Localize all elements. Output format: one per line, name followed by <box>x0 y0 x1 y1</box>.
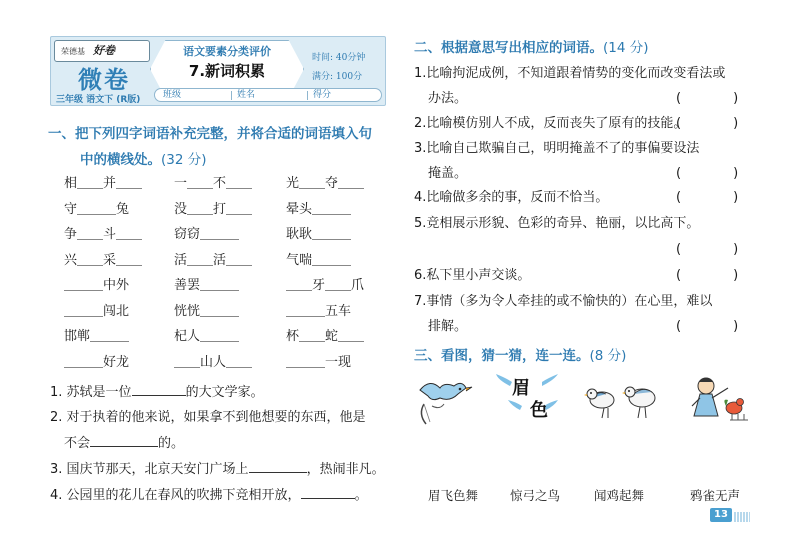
name-field-label: 姓名 <box>237 90 256 100</box>
student-info-bar <box>154 88 382 102</box>
section2-title <box>414 36 649 56</box>
section1-title-cont-text: 中的横线处。 <box>80 152 161 168</box>
sentence-text: ，热闹非凡。 <box>306 462 385 477</box>
sentence-text: 苏轼是一位 <box>66 385 132 400</box>
logo-text: 荣德基 <box>61 47 85 56</box>
idiom-fill-item[interactable]: ＿＿＿好龙 <box>64 354 130 370</box>
definition-text-cont: 掩盖。 <box>428 166 468 181</box>
sentence-number: 4. <box>50 488 63 503</box>
idiom-fill-item[interactable]: ＿＿山人＿＿ <box>174 354 253 370</box>
idiom-fill-item[interactable]: ＿＿＿五车 <box>286 303 352 319</box>
idiom-option-4[interactable]: 鸦雀无声 <box>690 488 741 503</box>
item-number: 3. <box>414 141 427 156</box>
section2-points: (14 分) <box>603 40 649 56</box>
sentence-1 <box>50 381 264 400</box>
full-score: 满分: 100分 <box>312 72 363 82</box>
idiom-fill-item[interactable]: 晕头＿＿＿ <box>286 201 352 217</box>
sentence-number: 3. <box>50 462 63 477</box>
startled-bird-picture <box>414 376 478 426</box>
definition-text: 私下里小声交谈。 <box>426 268 531 283</box>
definition-item <box>414 186 608 205</box>
sentence-text: 公园里的花儿在春风的吹拂下竞相开放， <box>66 488 301 503</box>
series-big-title: 微卷 <box>78 66 130 94</box>
idiom-fill-item[interactable]: ＿＿＿一现 <box>286 354 352 370</box>
idiom-option-1[interactable]: 眉飞色舞 <box>428 488 479 503</box>
definition-text-cont: 排解。 <box>428 319 468 334</box>
section1-points: (32 分) <box>161 152 207 168</box>
item-number: 2. <box>414 116 427 131</box>
section3-title-text: 三、看图，猜一猜，连一连。 <box>414 348 590 364</box>
idiom-fill-item[interactable]: 活＿＿活＿＿ <box>174 252 253 268</box>
item-number: 7. <box>414 294 427 309</box>
section2-title-text: 二、根据意思写出相应的词语。 <box>414 40 603 56</box>
definition-text: 比喻模仿别人不成，反而丧失了原有的技能。 <box>426 116 687 131</box>
definition-text: 比喻做多余的事，反而不恰当。 <box>426 190 609 205</box>
idiom-fill-item[interactable]: 相＿＿并＿＿ <box>64 176 143 191</box>
section3-points: (8 分) <box>589 348 627 364</box>
brand-text: 好卷 <box>93 44 115 57</box>
divider <box>307 91 308 100</box>
answer-parentheses[interactable]: ( ) <box>676 190 739 205</box>
answer-parentheses[interactable]: ( ) <box>676 116 739 131</box>
definition-text: 事情（多为令人牵挂的或不愉快的）在心里，难以 <box>426 294 713 309</box>
item-number: 1. <box>414 66 427 81</box>
class-field-label: 班级 <box>163 90 182 100</box>
sentence-number: 2. <box>50 410 63 425</box>
item-number: 4. <box>414 190 427 205</box>
page-number: 13 <box>710 508 732 522</box>
definition-text: 比喻拘泥成例，不知道跟着情势的变化而改变看法或 <box>426 66 726 81</box>
idiom-fill-item[interactable]: 恍恍＿＿＿ <box>174 303 240 319</box>
sentence-text: 不会 <box>64 436 91 451</box>
publisher-logo <box>54 40 150 62</box>
sentence-text: 。 <box>354 488 368 503</box>
time-limit: 时间: 40分钟 <box>312 53 366 63</box>
section1-title-cont <box>80 148 207 168</box>
item-number: 6. <box>414 268 427 283</box>
definition-item <box>414 290 712 309</box>
definition-text-cont: 办法。 <box>428 91 468 106</box>
section1-title-text: 一、把下列四字词语补充完整，并将合适的词语填入句 <box>48 126 372 142</box>
idiom-fill-item[interactable]: 杯＿＿蛇＿＿ <box>286 329 365 344</box>
answer-parentheses[interactable]: ( ) <box>676 319 739 334</box>
answer-parentheses[interactable]: ( ) <box>676 91 739 106</box>
idiom-fill-item[interactable]: 善罢＿＿＿ <box>174 278 240 293</box>
sentence-2 <box>50 406 366 425</box>
definition-text: 比喻自己欺骗自己，明明掩盖不了的事偏要设法 <box>426 141 700 156</box>
sentence-text: 的。 <box>158 436 185 451</box>
unit-title: 7.新词积累 <box>188 62 266 80</box>
grade-label: 三年级 语文下 (R版) <box>56 95 141 105</box>
idiom-fill-item[interactable]: 争＿＿斗＿＿ <box>64 227 143 242</box>
idiom-fill-item[interactable]: 杞人＿＿＿ <box>174 329 240 344</box>
sentence-text: 对于执着的他来说，如果拿不到他想要的东西，他是 <box>66 410 366 425</box>
idiom-option-3[interactable]: 闻鸡起舞 <box>594 488 645 503</box>
score-field-label: 得分 <box>313 90 332 100</box>
two-birds-picture <box>584 376 664 426</box>
idiom-fill-item[interactable]: 一＿＿不＿＿ <box>174 176 253 191</box>
idiom-fill-item[interactable]: ＿＿牙＿＿爪 <box>286 278 365 293</box>
fill-blank[interactable] <box>301 487 355 499</box>
eyebrow-color-picture <box>496 372 558 424</box>
dancing-at-cockcrow-picture <box>690 374 750 426</box>
definition-item <box>414 62 725 81</box>
idiom-option-2[interactable]: 惊弓之鸟 <box>510 488 561 503</box>
divider <box>231 91 232 100</box>
sentence-4 <box>50 484 368 503</box>
definition-item <box>414 264 530 283</box>
idiom-fill-item[interactable]: 耿耿＿＿＿ <box>286 227 352 242</box>
idiom-fill-item[interactable]: 窃窃＿＿＿ <box>174 227 240 242</box>
item-number: 5. <box>414 216 427 231</box>
sentence-number: 1. <box>50 385 63 400</box>
idiom-fill-item[interactable]: ＿＿＿闯北 <box>64 303 130 319</box>
definition-item <box>414 212 699 231</box>
idiom-fill-item[interactable]: 邯郸＿＿＿ <box>64 329 130 344</box>
definition-item <box>414 112 686 131</box>
idiom-fill-item[interactable]: 没＿＿打＿＿ <box>174 201 253 217</box>
fill-blank[interactable] <box>90 435 158 447</box>
sentence-2-cont <box>64 432 184 451</box>
answer-parentheses[interactable]: ( ) <box>676 166 739 181</box>
idiom-fill-item[interactable]: ＿＿＿中外 <box>64 278 130 293</box>
char-color: 色 <box>530 400 548 421</box>
page-number-decoration <box>734 512 750 522</box>
series-subtitle: 语文要素分类评价 <box>183 45 271 58</box>
fill-blank[interactable] <box>249 461 307 473</box>
idiom-fill-item[interactable]: 光＿＿夺＿＿ <box>286 176 365 191</box>
answer-parentheses[interactable]: ( ) <box>676 268 739 283</box>
fill-blank[interactable] <box>132 384 186 396</box>
definition-text: 竞相展示形貌、色彩的奇异、艳丽，以比高下。 <box>426 216 700 231</box>
char-eyebrow: 眉 <box>512 378 530 399</box>
sentence-text: 国庆节那天，北京天安门广场上 <box>66 462 249 477</box>
header-banner <box>50 36 386 106</box>
section3-title <box>414 344 626 364</box>
idiom-fill-item[interactable]: 气喘＿＿＿ <box>286 252 352 268</box>
section1-title <box>48 122 372 142</box>
idiom-fill-item[interactable]: 守＿＿＿兔 <box>64 201 130 217</box>
sentence-text: 的大文学家。 <box>185 385 264 400</box>
definition-item <box>414 137 699 156</box>
sentence-3 <box>50 458 385 477</box>
answer-parentheses[interactable]: ( ) <box>676 242 739 257</box>
idiom-fill-item[interactable]: 兴＿＿采＿＿ <box>64 252 143 268</box>
